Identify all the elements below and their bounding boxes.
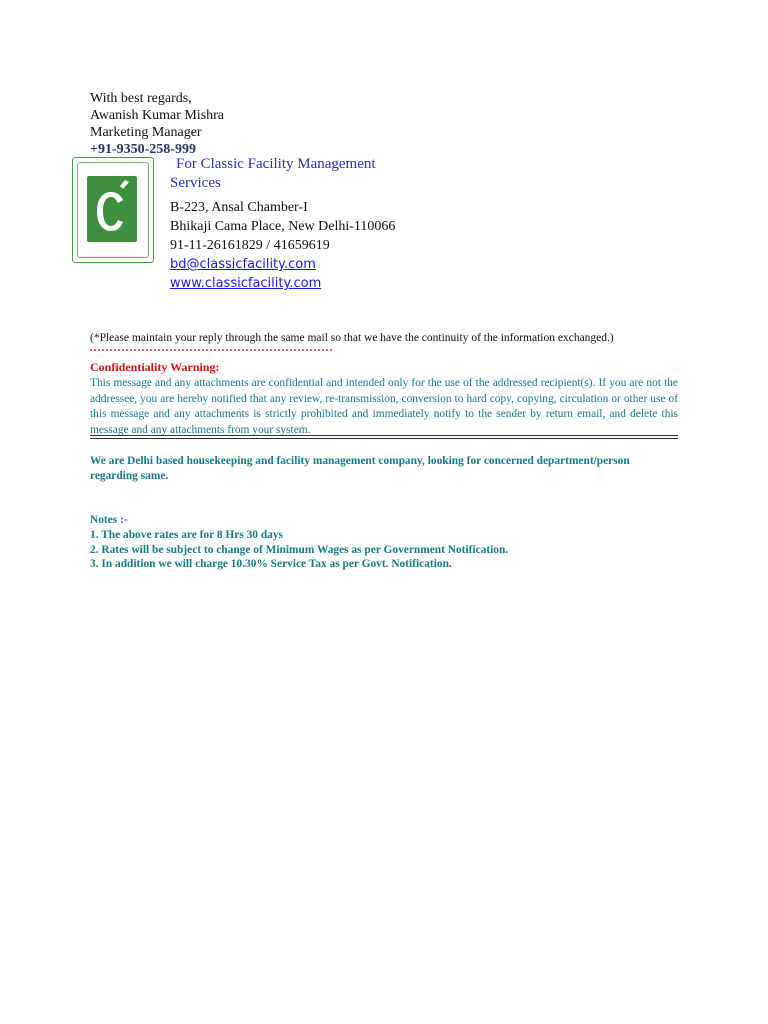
email-link[interactable]: bd@classicfacility.com xyxy=(170,257,316,272)
sender-name: Awanish Kumar Mishra xyxy=(90,108,225,123)
note-item: 3. In addition we will charge 10.30% Service Tax as per Govt. Notification. xyxy=(90,558,452,571)
greeting: With best regards, xyxy=(90,91,192,106)
note-item: 1. The above rates are for 8 Hrs 30 days xyxy=(90,528,283,541)
sender-phone: +91-9350-258-999 xyxy=(90,142,196,157)
address-line-2: Bhikaji Cama Place, New Delhi-110066 xyxy=(170,219,396,234)
signature-block xyxy=(90,90,224,158)
logo-frame xyxy=(77,162,149,258)
confidentiality-title: Confidentiality Warning: xyxy=(90,360,220,374)
reply-note: (*Please maintain your reply through the same mail so that we have the continuity of the information exchanged.) xyxy=(90,332,614,344)
website-link[interactable]: www.classicfacility.com xyxy=(170,276,322,291)
intro-text: We are Delhi based housekeeping and facility management company, looking for concerned department/person regarding same. xyxy=(90,455,630,482)
logo-tile xyxy=(87,176,137,242)
company-logo xyxy=(72,157,154,263)
note-item: 2. Rates will be subject to change of Minimum Wages as per Government Notification. xyxy=(90,543,509,556)
notes-heading: Notes :- xyxy=(90,514,128,526)
confidentiality-body: This message and any attachments are confidential and intended only for the use of the addressed recipient(s). If you are not the addressee, you are hereby notified that any review, re-transmission, conversion to hard copy, copying, circulation or other use of this message and any attachments is strictly prohibited and immediately notify to the sender by return email, and delete this message and any attachments from your system. xyxy=(90,377,678,436)
address-line-1: B-223, Ansal Chamber-I xyxy=(170,200,308,215)
notes-section xyxy=(90,513,508,572)
double-rule xyxy=(90,435,678,439)
sender-title: Marketing Manager xyxy=(90,125,202,140)
company-phones: 91-11-26161829 / 41659619 xyxy=(170,238,330,253)
company-name: For Classic Facility Management Services xyxy=(170,156,376,191)
company-info xyxy=(170,155,410,293)
logo-c-icon xyxy=(87,176,137,242)
divider xyxy=(90,349,332,355)
